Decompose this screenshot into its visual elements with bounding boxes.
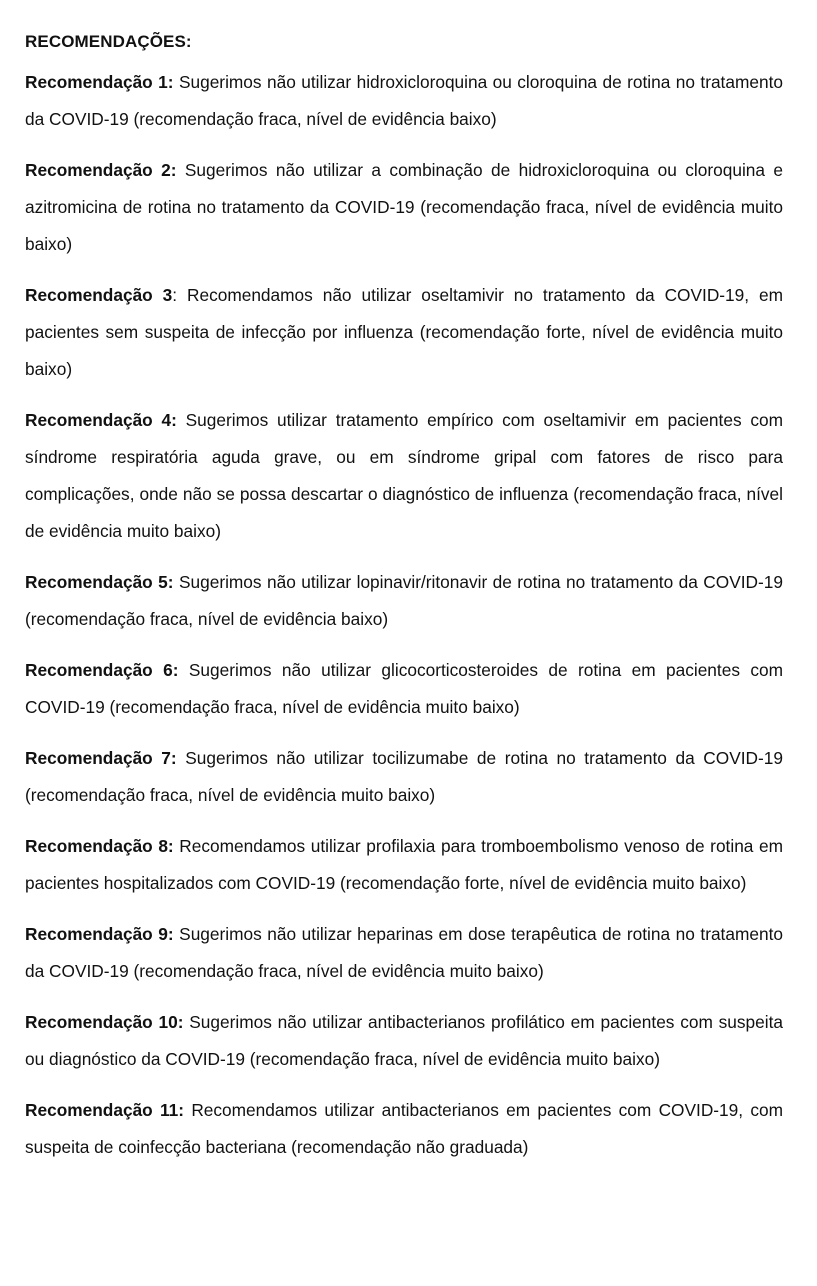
document-page — [25, 30, 783, 1180]
recommendation-text: Sugerimos utilizar tratamento empírico com oseltamivir em pacientes com síndrome respiratória aguda grave, ou em síndrome gripal com fatores de risco para complicações, onde não se possa descartar o diagnóstico de influenza (recomendação fraca, nível de evidência muito baixo) — [25, 410, 784, 541]
recommendation-text: Sugerimos não utilizar lopinavir/ritonavir de rotina no tratamento da COVID-19 (recomendação fraca, nível de evidência baixo) — [25, 572, 783, 629]
recommendation-text: Sugerimos não utilizar hidroxicloroquina ou cloroquina de rotina no tratamento da COVID-19 (recomendação fraca, nível de evidência baixo) — [25, 72, 783, 129]
recommendation-3 — [25, 277, 783, 388]
recommendation-1 — [25, 64, 783, 138]
recommendation-5 — [25, 564, 783, 638]
recommendation-label: Recomendação 10: — [25, 1012, 184, 1032]
recommendation-text: Sugerimos não utilizar a combinação de hidroxicloroquina ou cloroquina e azitromicina de rotina no tratamento da COVID-19 (recomendação fraca, nível de evidência muito baixo) — [25, 160, 783, 254]
recommendation-text: Recomendamos utilizar profilaxia para tromboembolismo venoso de rotina em pacientes hospitalizados com COVID-19 (recomendação forte, nível de evidência muito baixo) — [25, 836, 784, 893]
recommendation-label: Recomendação 9: — [25, 924, 174, 944]
recommendation-label: Recomendação 5: — [25, 572, 174, 592]
recommendation-label: Recomendação 1: — [25, 72, 174, 92]
recommendation-label: Recomendação 2: — [25, 160, 177, 180]
recommendation-6 — [25, 652, 783, 726]
recommendation-label: Recomendação 8: — [25, 836, 174, 856]
recommendation-10 — [25, 1004, 783, 1078]
recommendation-text: Sugerimos não utilizar tocilizumabe de rotina no tratamento da COVID-19 (recomendação fraca, nível de evidência muito baixo) — [25, 748, 783, 805]
recommendation-text: Sugerimos não utilizar glicocorticosteroides de rotina em pacientes com COVID-19 (recomendação fraca, nível de evidência muito baixo) — [25, 660, 783, 717]
recommendation-label: Recomendação 11: — [25, 1100, 185, 1120]
recommendation-9 — [25, 916, 783, 990]
recommendation-2 — [25, 152, 783, 263]
recommendation-label: Recomendação 3 — [25, 285, 173, 305]
recommendation-text: Sugerimos não utilizar heparinas em dose terapêutica de rotina no tratamento da COVID-19 (recomendação fraca, nível de evidência muito baixo) — [25, 924, 783, 981]
recommendation-text: Recomendamos utilizar antibacterianos em pacientes com COVID-19, com suspeita de coinfecção bacteriana (recomendação não graduada) — [25, 1100, 784, 1157]
recommendation-label: Recomendação 4: — [25, 410, 177, 430]
recommendation-7 — [25, 740, 783, 814]
recommendation-text: Sugerimos não utilizar antibacterianos profilático em pacientes com suspeita ou diagnóstico da COVID-19 (recomendação fraca, nível de evidência muito baixo) — [25, 1012, 784, 1069]
recommendation-8 — [25, 828, 783, 902]
recommendation-label: Recomendação 7: — [25, 748, 177, 768]
recommendation-4 — [25, 402, 783, 550]
recommendation-text: : Recomendamos não utilizar oseltamivir no tratamento da COVID-19, em pacientes sem suspeita de infecção por influenza (recomendação forte, nível de evidência muito baixo) — [25, 285, 783, 379]
recommendation-11 — [25, 1092, 783, 1166]
section-heading: RECOMENDAÇÕES: — [25, 32, 192, 51]
recommendation-label: Recomendação 6: — [25, 660, 179, 680]
